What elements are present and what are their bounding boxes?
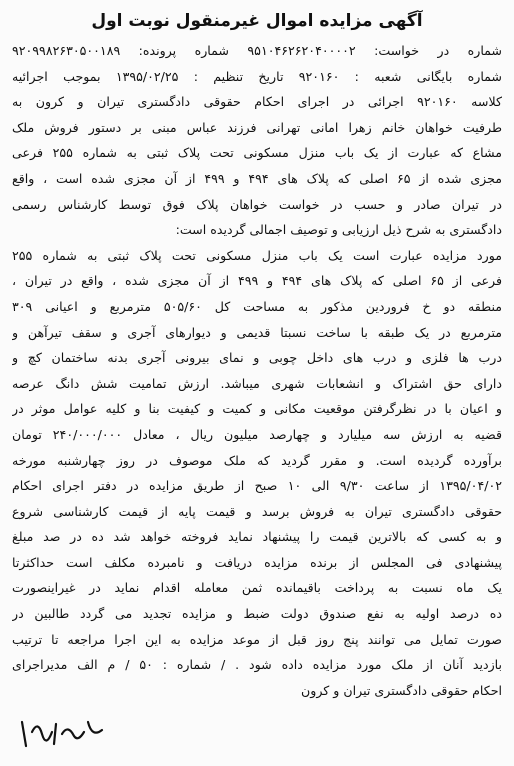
notice-line: مورد مزایده عبارت است یک باب منزل مسکونی تحت پلاک ثبتی به شماره ۲۵۵ (12, 247, 502, 263)
signature-scribble (18, 712, 108, 752)
notice-line: درب ها فلزی و درب های داخل چوبی و نمای بیرونی آجری بدنه ساختمان کچ و (12, 350, 502, 366)
notice-line: بازدید آنان از ملک مورد مزایده داده شود . / شماره : ۵۰ / م الف مدیراجرای (12, 657, 502, 673)
notice-line: پیشنهادی فی المجلس از برنده مزایده دریافت و نامبرده مکلف است حداکثرتا (12, 554, 502, 570)
notice-line: مترمربع در یک طبقه با ساخت نسبتا قدیمی و دیوارهای آجری و سقف تیرآهن و (12, 324, 502, 340)
notice-line: و اعیان با در نظرگرفتن موقعیت مکانی و کمیت و کیفیت بنا و کلیه عوامل موثر در (12, 401, 502, 417)
notice-line: دارای حق اشتراک و انشعابات شهری میباشد. ارزش تمامیت شش دانگ عرصه (12, 375, 502, 391)
notice-line: صورت تمایل می توانند پنج روز قبل از موعد مزایده به این اجرا مراجعه تا ترتیب (12, 631, 502, 647)
notice-line: احکام حقوقی دادگستری تیران و کرون (301, 682, 502, 698)
notice-line: در تیران صادر و حسب در خواست خواهان پلاک فوق توسط کارشناس رسمی (12, 196, 502, 212)
notice-line: کلاسه ۹۲۰۱۶۰ اجرائی در اجرای احکام حقوقی دادگستری تیران و کرون به (12, 94, 502, 110)
notice-line: برآورده گردیده است. و مقرر گردید که ملک موصوف در روز چهارشنبه مورخه (12, 452, 502, 468)
notice-line: ده درصد اولیه به نفع صندوق دولت ضبط و مزایده تجدید می گردد طالبین در (12, 606, 502, 622)
notice-line: شماره در خواست: ۹۵۱۰۴۶۲۶۲۰۴۰۰۰۰۲ شماره پرونده: ۹۲۰۹۹۸۲۶۳۰۵۰۰۱۸۹ (12, 43, 502, 58)
notice-line: فرعی از ۶۵ اصلی که پلاک های ۴۹۴ و ۴۹۹ از آن مجزی شده ، واقع در تیران ، (12, 273, 502, 289)
notice-line: ۱۳۹۵/۰۴/۰۲ از ساعت ۹/۳۰ الی ۱۰ صبح از طریق مزایده در دفتر اجرای احکام (12, 478, 502, 494)
notice-line: شماره بایگانی شعبه : ۹۲۰۱۶۰ تاریخ تنظیم : ۱۳۹۵/۰۲/۲۵ بموجب اجرائیه (12, 68, 502, 84)
notice-line: یک ماه نسبت به پرداخت باقیمانده ثمن معامله اقدام نماید در غیراینصورت (12, 580, 502, 596)
notice-line: حقوقی دادگستری تیران به فروش برسد و قیمت پایه از قیمت کارشناسی شروع (12, 503, 502, 519)
notice-line: دادگستری به شرح ذیل ارزیابی و توصیف اجمالی گردیده است: (175, 222, 502, 238)
notice-line: و به کسی که بالاترین قیمت را پیشنهاد نماید فروخته خواهد شد ده در صد مبلغ (12, 529, 502, 545)
notice-title: آگهی مزایده اموال غیرمنقول نوبت اول (91, 11, 423, 31)
notice-line: طرفیت خواهان خانم زهرا امانی تهرانی فرزند عباس مبنی بر دستور فروش ملک (12, 119, 502, 135)
notice-line: مشاع که عبارت از یک باب منزل مسکونی تحت پلاک ثبتی به شماره ۲۵۵ فرعی (12, 145, 502, 161)
notice-line: منطقه دو خ فروردین مذکور به مساحت کل ۵۰۵/۶۰ مترمربع و اعیانی ۳۰۹ (12, 298, 502, 314)
notice-line: مجزی شده از ۶۵ اصلی که پلاک های ۴۹۴ و ۴۹۹ از آن مجزی شده است ، واقع (12, 170, 502, 186)
notice-line: قضیه به ارزش سه میلیارد و چهارصد میلیون ریال ، معادل ۲۴۰/۰۰۰/۰۰۰ تومان (12, 426, 502, 442)
